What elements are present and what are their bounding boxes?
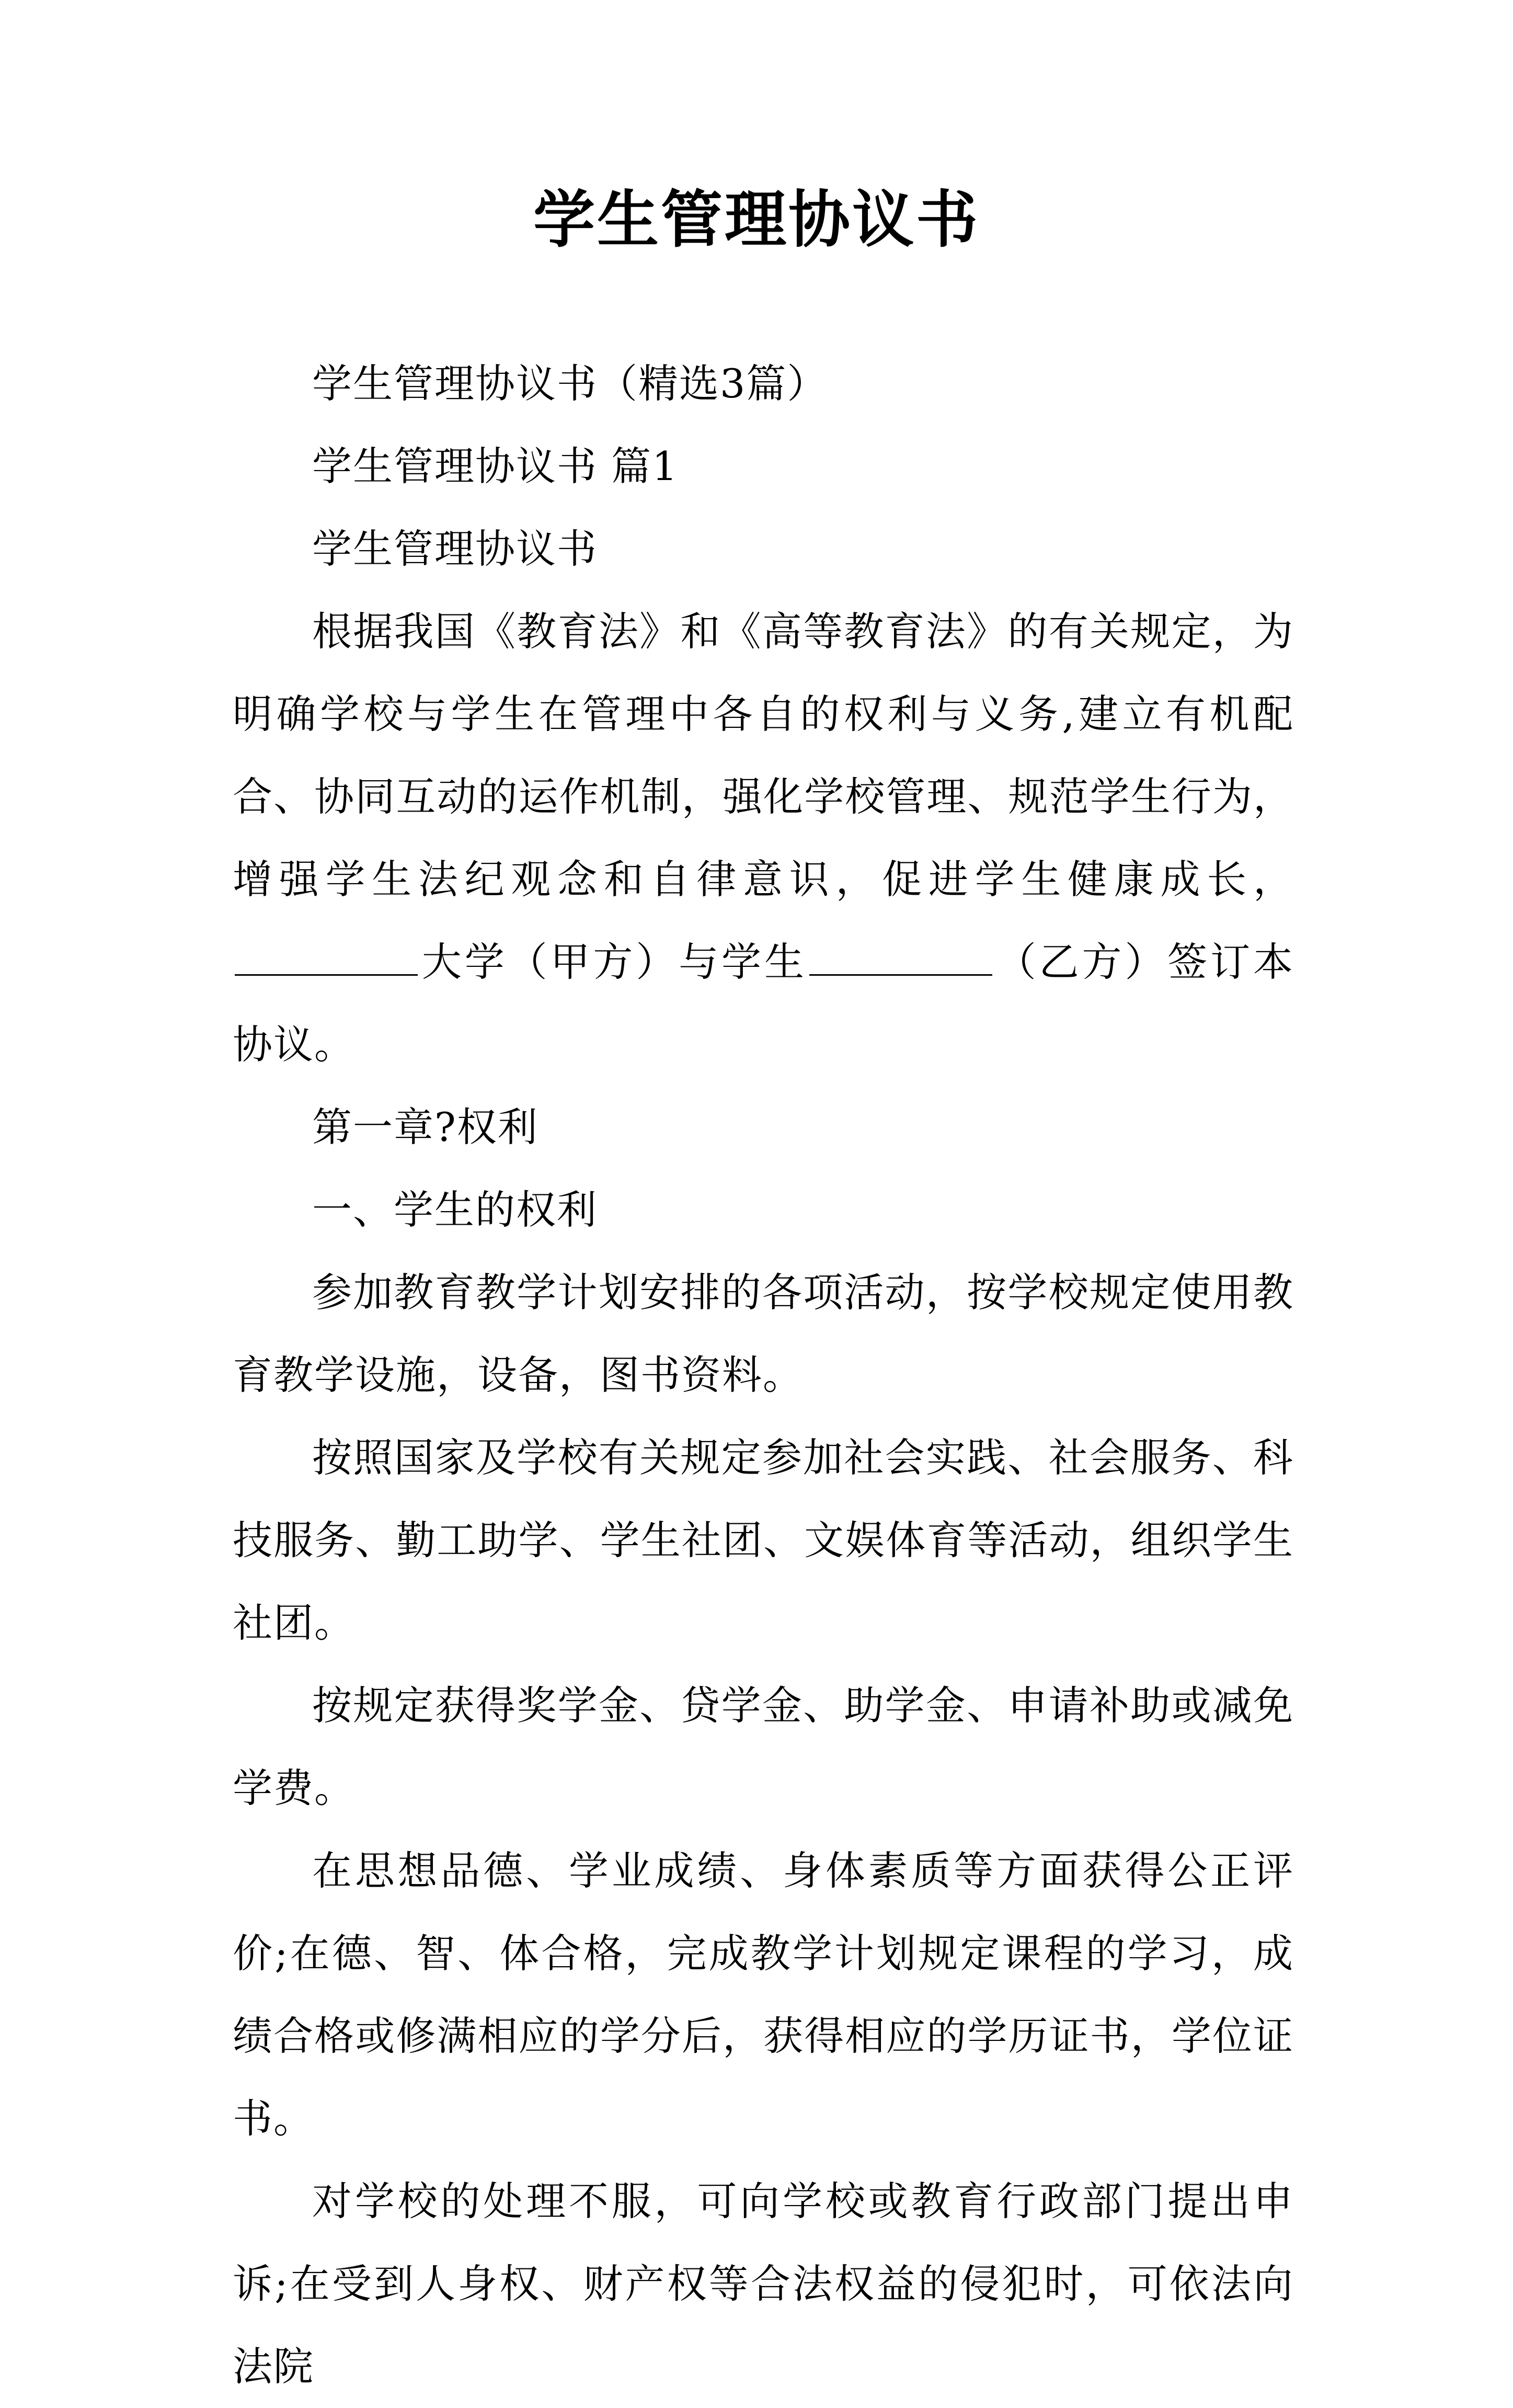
- intro-text-3: （乙方）签订本协议。: [233, 939, 1294, 1068]
- subtitle-line: 学生管理协议书（精选3篇）: [312, 360, 828, 407]
- section-heading: 一、学生的权利: [312, 1186, 598, 1233]
- intro-text-2: 大学（甲方）与学生: [420, 939, 807, 985]
- document-title: 学生管理协议书: [533, 183, 980, 256]
- chapter-heading: 第一章?权利: [312, 1104, 538, 1150]
- university-name-blank: [235, 974, 418, 976]
- part-heading: 学生管理协议书 篇1: [312, 443, 679, 489]
- document-body: [233, 343, 1294, 2408]
- rights-item: 按规定获得奖学金、贷学金、助学金、申请补助或减免学费。: [233, 1682, 1294, 1811]
- rights-item: 在思想品德、学业成绩、身体素质等方面获得公正评价;在德、智、体合格，完成教学计划规定课程的学习，成绩合格或修满相应的学分后，获得相应的学历证书，学位证书。: [233, 1847, 1294, 2142]
- agreement-heading: 学生管理协议书: [312, 526, 598, 572]
- rights-item: 按照国家及学校有关规定参加社会实践、社会服务、科技服务、勤工助学、学生社团、文娱体育等活动，组织学生社团。: [233, 1434, 1294, 1646]
- intro-text-1: 根据我国《教育法》和《高等教育法》的有关规定，为明确学校与学生在管理中各自的权利与义务,建立有机配合、协同互动的运作机制，强化学校管理、规范学生行为，增强学生法纪观念和自律意识，促进学生健康成长，: [233, 608, 1294, 903]
- rights-item: 参加教育教学计划安排的各项活动，按学校规定使用教育教学设施，设备，图书资料。: [233, 1269, 1294, 1398]
- student-name-blank: [809, 974, 992, 976]
- rights-item: 对学校的处理不服，可向学校或教育行政部门提出申诉;在受到人身权、财产权等合法权益的侵犯时，可依法向法院: [233, 2178, 1294, 2390]
- intro-paragraph: [233, 590, 1294, 1086]
